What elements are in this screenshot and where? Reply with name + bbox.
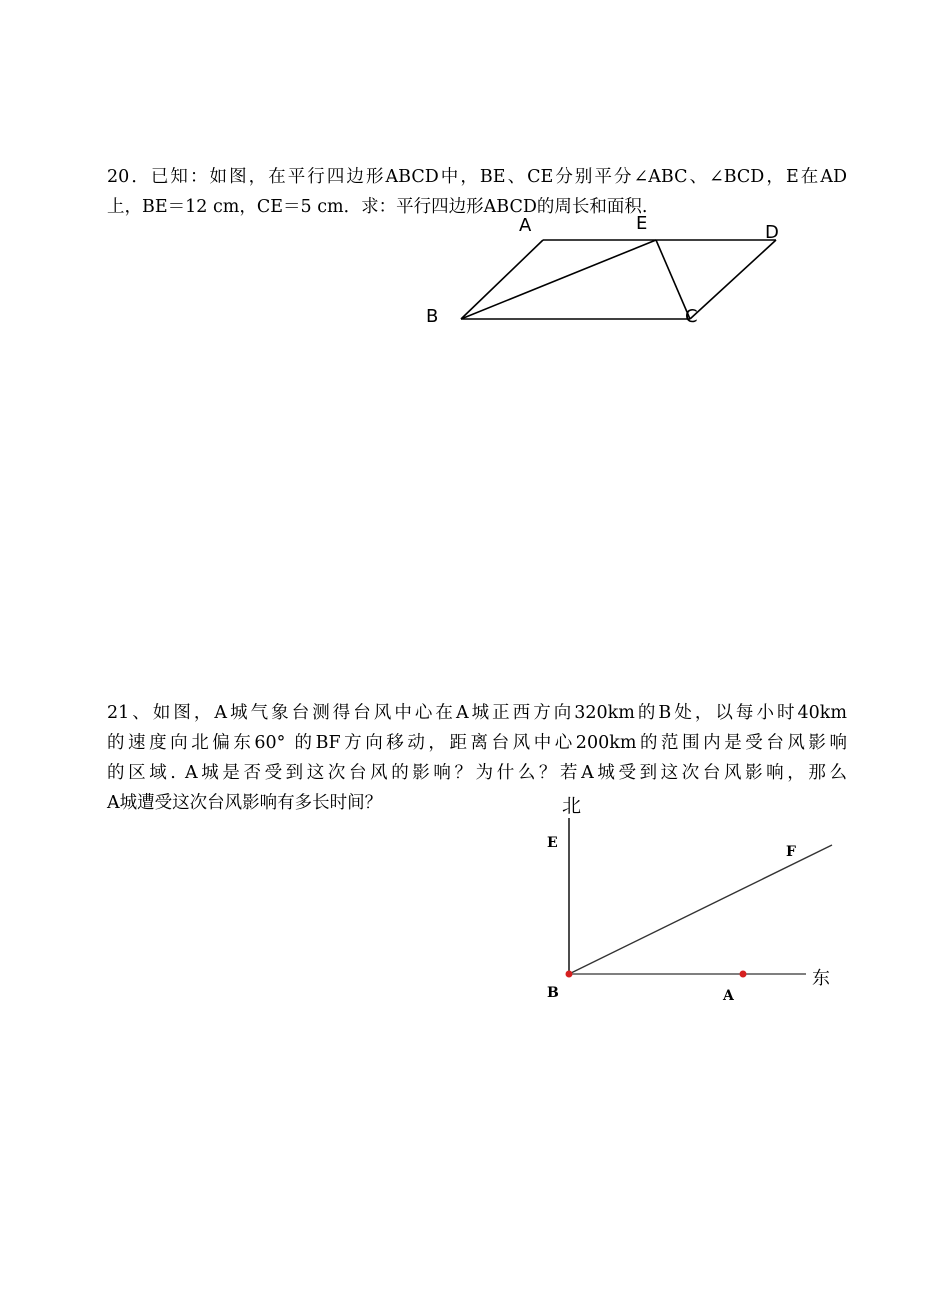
label-A-point: A (723, 988, 734, 1004)
label-E: E (636, 213, 648, 234)
problem-21-text (107, 698, 847, 818)
problem-21 (107, 698, 847, 818)
problem-21-line-1: 21、如图，A城气象台测得台风中心在A城正西方向320km的B处，以每小时40km (107, 703, 847, 723)
problem-20-text (107, 162, 847, 222)
label-E-point: E (547, 835, 558, 851)
problem-20-line-1: 20．已知：如图，在平行四边形ABCD中，BE、CE分别平分∠ABC、∠BCD，E在AD (107, 167, 847, 187)
label-A: A (519, 215, 532, 236)
path-BF (569, 845, 832, 974)
point-A (740, 971, 747, 978)
segment-BE (461, 240, 656, 319)
problem-21-line-3: 的区域. A城是否受到这次台风的影响？为什么？若A城受到这次台风影响，那么 (107, 763, 847, 783)
side-DC (690, 240, 776, 319)
label-C: C (685, 306, 698, 327)
side-AB (461, 240, 543, 319)
label-east: 东 (812, 968, 830, 989)
label-F: F (786, 844, 796, 860)
point-B (566, 971, 573, 978)
label-B: B (426, 306, 439, 327)
problem-20-line-2: 上，BE＝12 cm，CE＝5 cm．求：平行四边形ABCD的周长和面积. (107, 197, 648, 217)
problem-21-line-2: 的速度向北偏东60° 的BF方向移动，距离台风中心200km的范围内是受台风影响 (107, 733, 847, 753)
label-D: D (765, 222, 779, 243)
segment-EC (656, 240, 690, 319)
problem-21-line-4: A城遭受这次台风影响有多长时间？ (107, 793, 383, 813)
label-B-point: B (547, 985, 559, 1001)
problem-20 (107, 162, 847, 222)
label-north: 北 (562, 795, 582, 817)
